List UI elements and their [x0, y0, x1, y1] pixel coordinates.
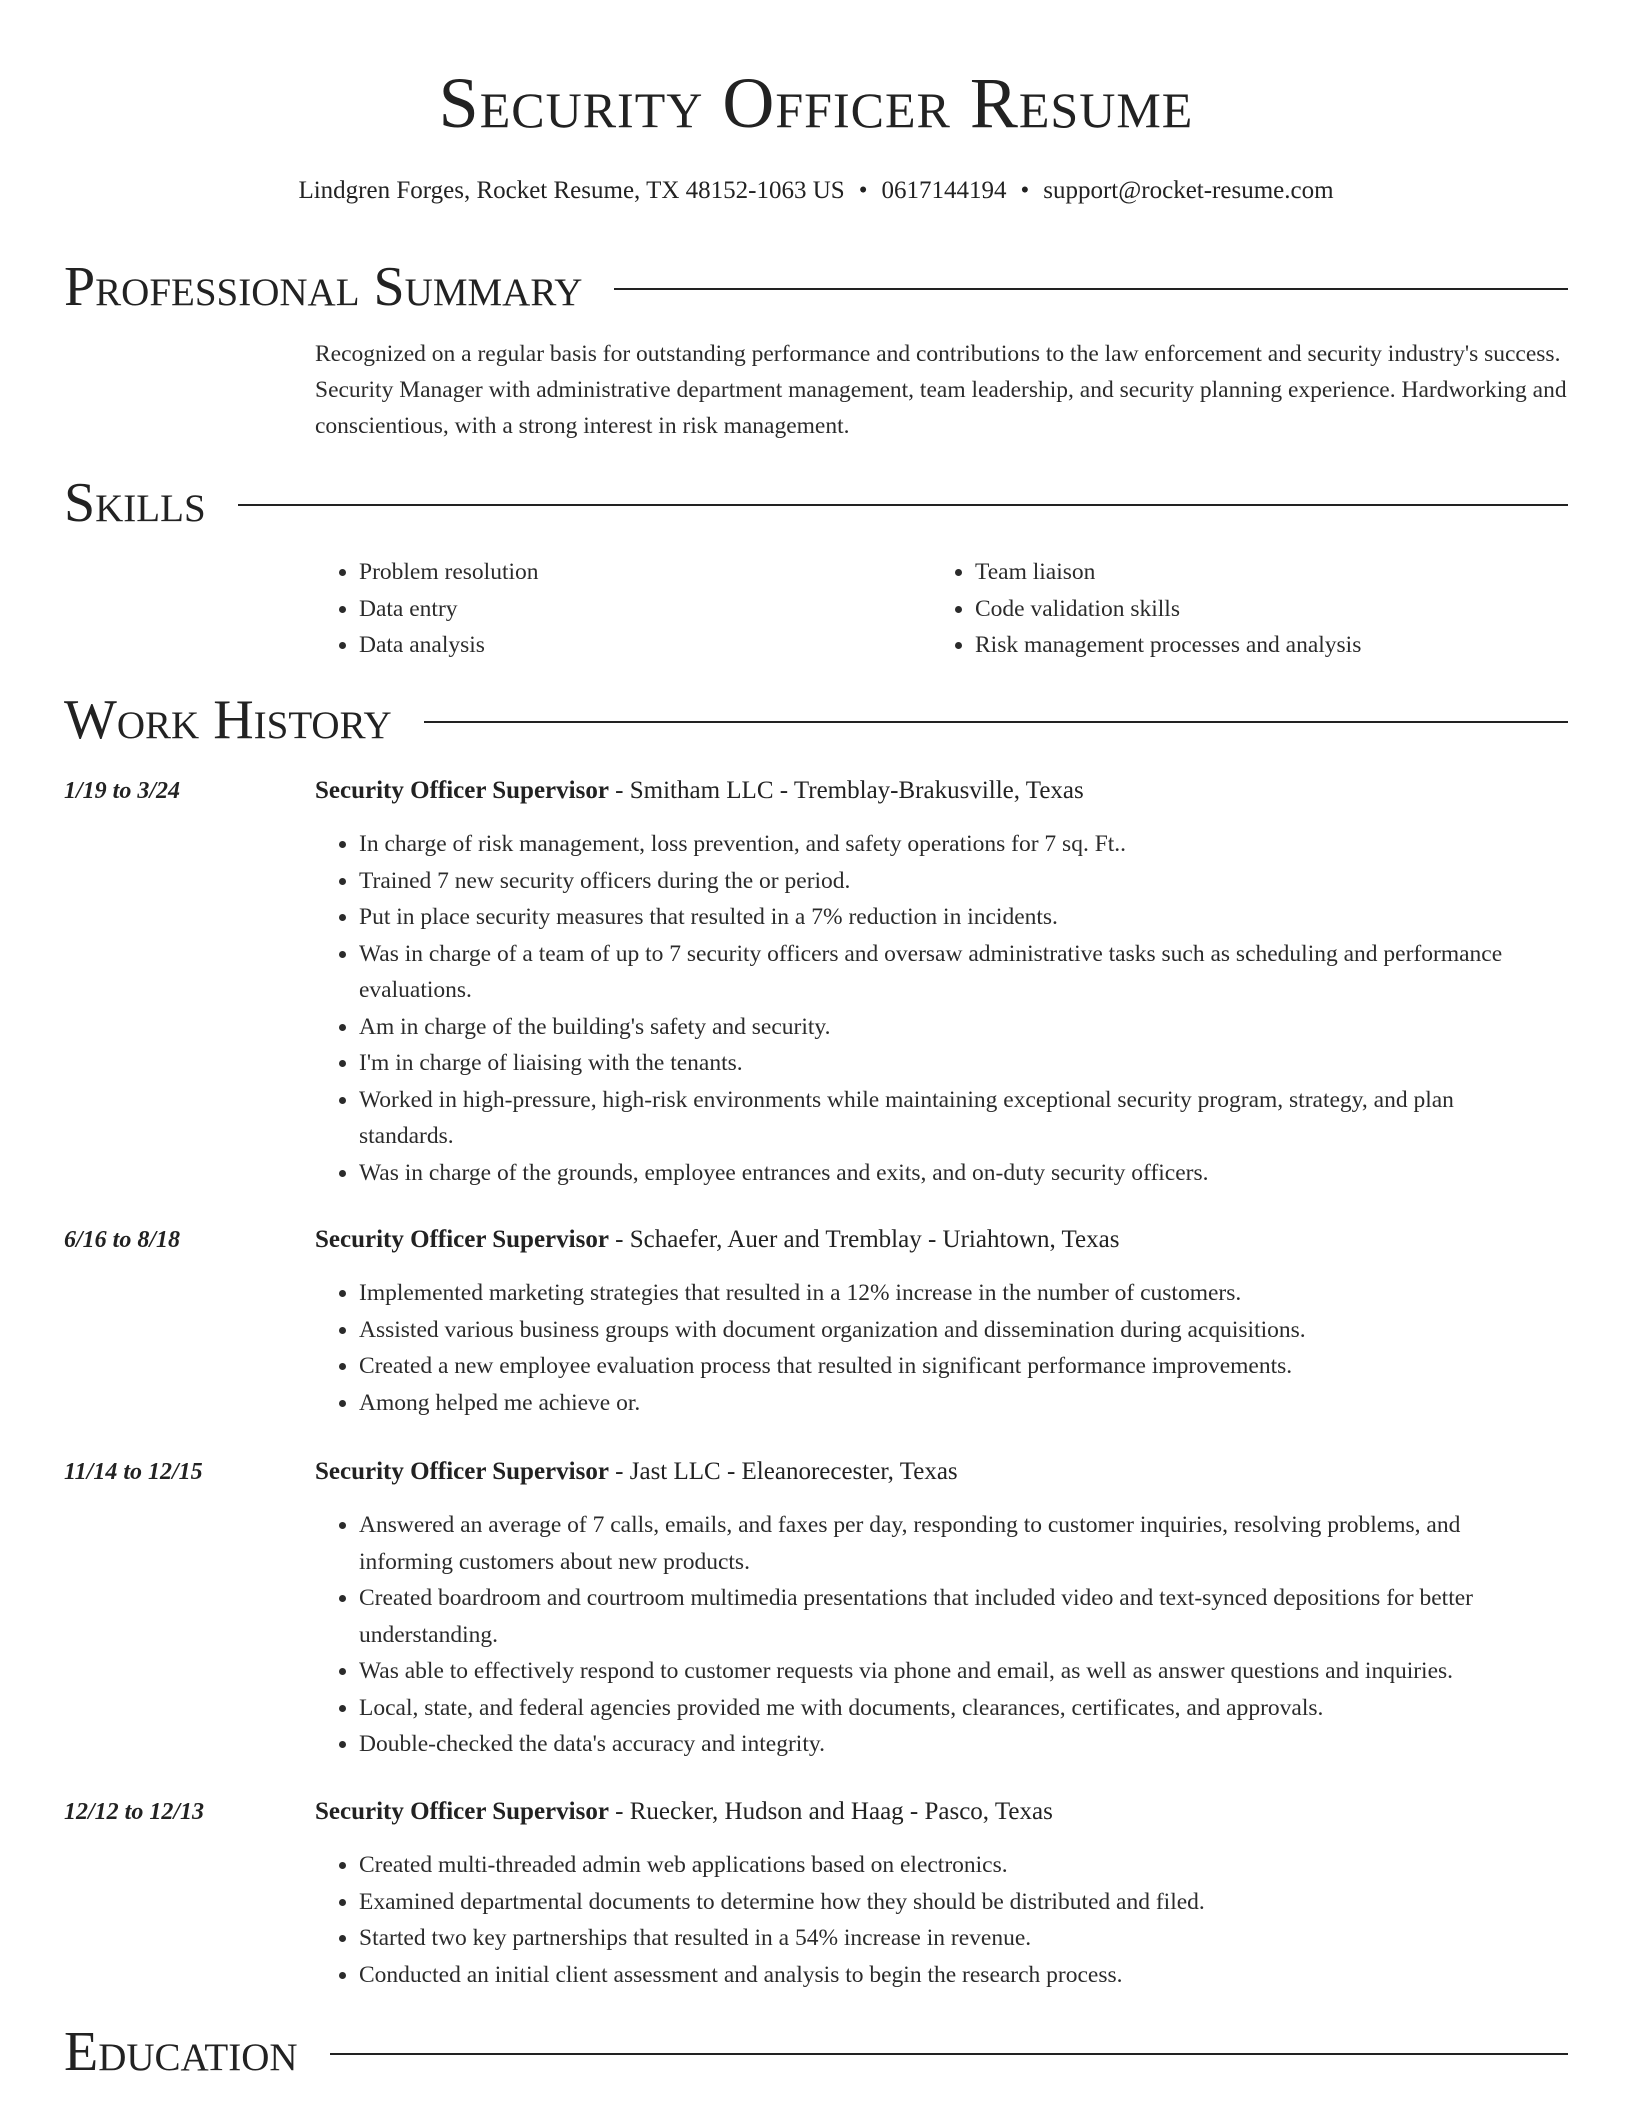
work-heading: Work History: [64, 689, 392, 751]
section-divider: [330, 2053, 1568, 2055]
job-dates: 6/16 to 8/18: [64, 1227, 181, 1253]
job-bullet: • Trained 7 new security officers during the or period.: [359, 863, 1548, 900]
job-heading: [315, 1454, 1568, 1490]
skills-column-left: [315, 554, 931, 664]
job-bullet: • Started two key partnerships that resulted in a 54% increase in revenue.: [359, 1920, 1548, 1957]
skill-item: • Code validation skills: [975, 591, 1547, 628]
resume-title: Security Officer Resume: [438, 63, 1194, 143]
job-bullets: [315, 1275, 1548, 1421]
contact-email: support@rocket-resume.com: [1043, 177, 1334, 204]
job-bullet: • Implemented marketing strategies that resulted in a 12% increase in the number of customers.: [359, 1275, 1548, 1312]
skill-item: • Data analysis: [359, 627, 931, 664]
skill-item: • Team liaison: [975, 554, 1547, 591]
job-heading: [315, 773, 1568, 809]
job-bullet: • Put in place security measures that resulted in a 7% reduction in incidents.: [359, 899, 1548, 936]
job-bullet: • Local, state, and federal agencies provided me with documents, clearances, certificates, and approvals.: [359, 1690, 1548, 1727]
job-bullet: • Was able to effectively respond to customer requests via phone and email, as well as answer questions and inquiries.: [359, 1653, 1548, 1690]
contact-phone: 0617144194: [881, 177, 1007, 204]
summary-text: Recognized on a regular basis for outstanding performance and contributions to the law enforcement and security industry's success. Security Manager with administrative department management, team leadership, and security planning experience. Hardworking and conscientious, with a strong interest in risk management.: [315, 341, 1567, 439]
job-bullets: [315, 826, 1548, 1191]
job-bullet: • Was in charge of a team of up to 7 security officers and oversaw administrative tasks such as scheduling and performance evaluations.: [359, 936, 1548, 1009]
job-dates: 11/14 to 12/15: [64, 1459, 203, 1485]
contact-separator: •: [858, 177, 868, 204]
skills-section-header: [64, 468, 1568, 538]
contact-line: [0, 174, 1632, 208]
job-bullet: • Examined departmental documents to determine how they should be distributed and filed.: [359, 1884, 1548, 1921]
job-title: Security Officer Supervisor: [315, 1458, 609, 1485]
job-bullets: [315, 1507, 1548, 1763]
summary-heading: Professional Summary: [64, 256, 583, 318]
contact-address: Lindgren Forges, Rocket Resume, TX 48152-1063 US: [298, 177, 845, 204]
job-bullet: • In charge of risk management, loss prevention, and safety operations for 7 sq. Ft..: [359, 826, 1548, 863]
job-title: Security Officer Supervisor: [315, 777, 609, 804]
job-bullet: • Created multi-threaded admin web applications based on electronics.: [359, 1847, 1548, 1884]
job-bullet: • Created a new employee evaluation process that resulted in significant performance improvements.: [359, 1348, 1548, 1385]
job-employer: - Smitham LLC - Tremblay-Brakusville, Texas: [608, 777, 1084, 804]
job-bullet: • Answered an average of 7 calls, emails, and faxes per day, responding to customer inquiries, resolving problems, and informing customers about new products.: [359, 1507, 1548, 1580]
job-bullet: • Assisted various business groups with document organization and dissemination during acquisitions.: [359, 1312, 1548, 1349]
section-divider: [614, 288, 1568, 290]
job-title: Security Officer Supervisor: [315, 1226, 609, 1253]
job-bullet: • Among helped me achieve or.: [359, 1385, 1548, 1422]
section-divider: [238, 504, 1568, 506]
skills-heading: Skills: [64, 472, 206, 534]
job-bullet: • Created boardroom and courtroom multimedia presentations that included video and text-synced depositions for better understanding.: [359, 1580, 1548, 1653]
contact-separator: •: [1020, 177, 1030, 204]
job-bullet: • Am in charge of the building's safety and security.: [359, 1009, 1548, 1046]
job-bullet: • Was in charge of the grounds, employee entrances and exits, and on-duty security officers.: [359, 1155, 1548, 1192]
job-employer: - Schaefer, Auer and Tremblay - Uriahtown, Texas: [608, 1226, 1120, 1253]
job-dates: 1/19 to 3/24: [64, 778, 181, 804]
work-section-header: [64, 685, 1568, 755]
skills-list: [315, 554, 1568, 664]
job-bullet: • Double-checked the data's accuracy and integrity.: [359, 1726, 1548, 1763]
job-bullet: • Conducted an initial client assessment and analysis to begin the research process.: [359, 1957, 1548, 1994]
summary-section-header: [64, 252, 1568, 322]
job-employer: - Ruecker, Hudson and Haag - Pasco, Texas: [608, 1798, 1053, 1825]
education-section-header: [64, 2017, 1568, 2087]
skills-column-right: [931, 554, 1547, 664]
skill-item: • Risk management processes and analysis: [975, 627, 1547, 664]
job-heading: [315, 1222, 1568, 1258]
education-heading: Education: [64, 2021, 298, 2083]
job-title: Security Officer Supervisor: [315, 1798, 609, 1825]
job-dates: 12/12 to 12/13: [64, 1799, 205, 1825]
job-employer: - Jast LLC - Eleanorecester, Texas: [608, 1458, 958, 1485]
section-divider: [424, 721, 1568, 723]
job-heading: [315, 1794, 1568, 1830]
skill-item: • Problem resolution: [359, 554, 931, 591]
job-bullet: • I'm in charge of liaising with the tenants.: [359, 1045, 1548, 1082]
job-bullet: • Worked in high-pressure, high-risk environments while maintaining exceptional security program, strategy, and plan standards.: [359, 1082, 1548, 1155]
skill-item: • Data entry: [359, 591, 931, 628]
job-bullets: [315, 1847, 1548, 1993]
